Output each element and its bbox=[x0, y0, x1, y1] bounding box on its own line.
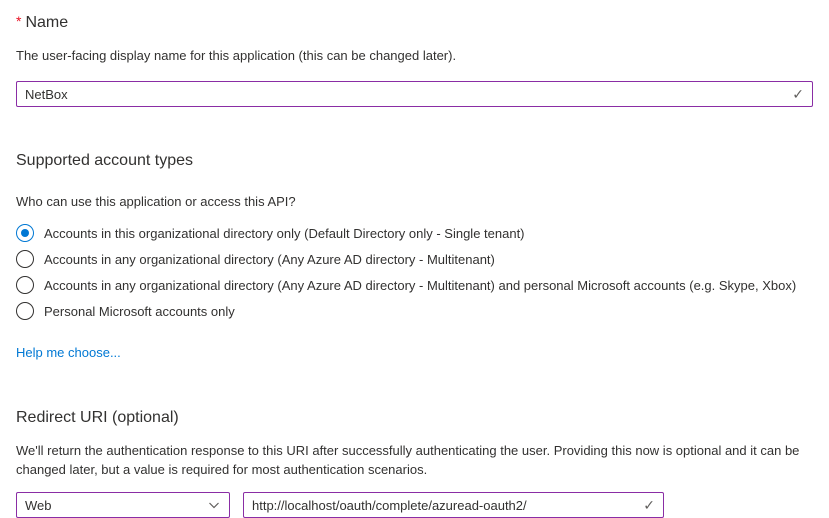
required-asterisk: * bbox=[16, 13, 22, 29]
redirect-uri-row bbox=[16, 492, 813, 518]
radio-option-multitenant[interactable] bbox=[16, 246, 813, 272]
radio-dot bbox=[21, 307, 29, 315]
platform-select-value: Web bbox=[25, 497, 52, 513]
radio-dot bbox=[21, 229, 29, 237]
help-me-choose-link[interactable]: Help me choose... bbox=[16, 345, 121, 360]
radio-option-multitenant-personal[interactable] bbox=[16, 272, 813, 298]
radio-button[interactable] bbox=[16, 224, 34, 242]
radio-dot bbox=[21, 255, 29, 263]
radio-option-label: Personal Microsoft accounts only bbox=[44, 303, 235, 319]
platform-select[interactable] bbox=[16, 492, 230, 518]
name-description: The user-facing display name for this application (this can be changed later). bbox=[16, 48, 457, 63]
radio-button[interactable] bbox=[16, 276, 34, 294]
account-types-section bbox=[16, 150, 813, 362]
radio-option-label: Accounts in this organizational directory only (Default Directory only - Single tenant) bbox=[44, 225, 525, 241]
name-input[interactable] bbox=[17, 82, 812, 106]
redirect-uri-description: We'll return the authentication response to this URI after successfully authenticating the user. Providing this now is optional and it can be changed later, but a value is required for most authentication scenarios. bbox=[16, 443, 800, 477]
name-input-container bbox=[16, 81, 813, 107]
radio-option-single-tenant[interactable] bbox=[16, 220, 813, 246]
radio-option-personal-only[interactable] bbox=[16, 298, 813, 324]
radio-option-label: Accounts in any organizational directory (Any Azure AD directory - Multitenant) bbox=[44, 251, 495, 267]
redirect-uri-section bbox=[16, 407, 813, 518]
name-section-title-text: Name bbox=[25, 14, 69, 31]
account-types-question: Who can use this application or access this API? bbox=[16, 194, 296, 209]
redirect-uri-title: Redirect URI (optional) bbox=[16, 409, 179, 426]
redirect-uri-input[interactable] bbox=[244, 493, 663, 517]
account-types-title: Supported account types bbox=[16, 152, 194, 169]
name-section-title bbox=[16, 11, 813, 33]
radio-dot bbox=[21, 281, 29, 289]
account-types-radio-group bbox=[16, 220, 813, 324]
radio-button[interactable] bbox=[16, 250, 34, 268]
valid-checkmark-icon: ✓ bbox=[643, 497, 655, 513]
radio-option-label: Accounts in any organizational directory (Any Azure AD directory - Multitenant) and personal Microsoft accounts (e.g. Skype, Xbox) bbox=[44, 277, 797, 293]
chevron-down-icon bbox=[207, 498, 221, 512]
valid-checkmark-icon: ✓ bbox=[792, 86, 804, 102]
redirect-uri-input-container bbox=[243, 492, 664, 518]
radio-button[interactable] bbox=[16, 302, 34, 320]
